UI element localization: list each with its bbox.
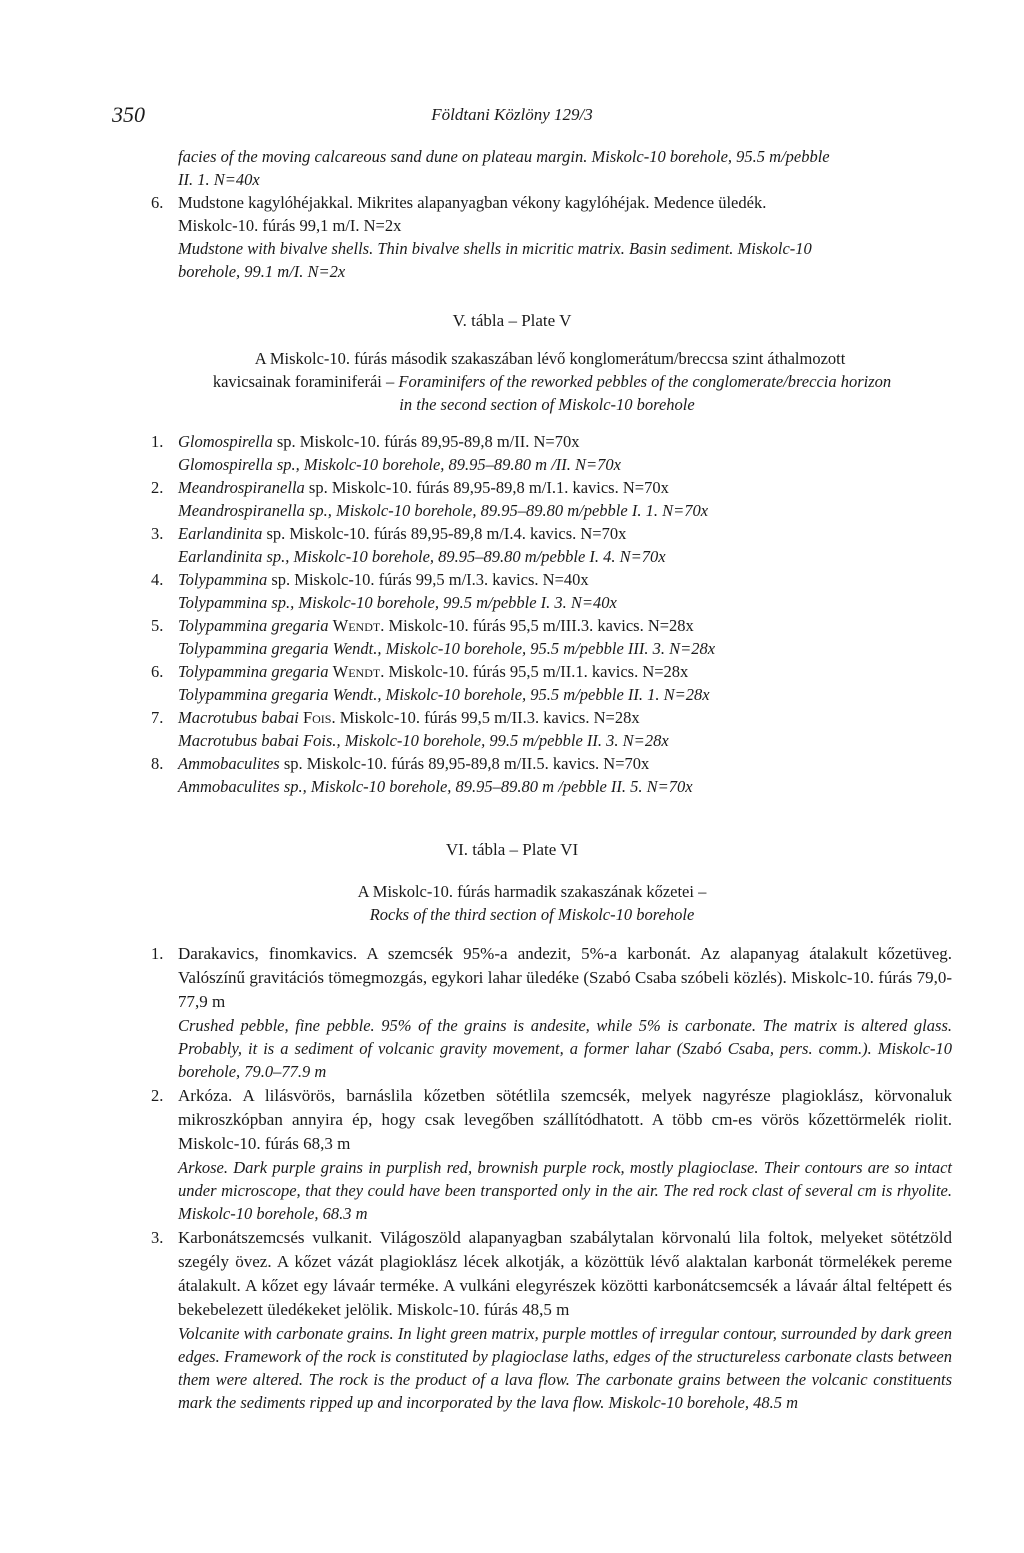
taxon-name-english: Meandrospiranella sp. [178, 501, 328, 520]
caption-english: Glomospirella sp., Miskolc-10 borehole, 89.95–89.80 m /II. N=70x [178, 455, 621, 474]
caption-location: Miskolc-10. fúrás 95,5 m/III.3. kavics. N=28x [388, 616, 694, 635]
caption-item [0, 191, 1024, 283]
caption-location: Miskolc-10. fúrás 89,95-89,8 m/II.5. kavics. N=70x [306, 754, 650, 773]
taxon-name: Tolypammina gregaria [178, 616, 329, 635]
taxon-name-english: Macrotubus babai Fois. [178, 731, 337, 750]
caption-english: Macrotubus babai Fois., Miskolc-10 borehole, 99.5 m/pebble II. 3. N=28x [178, 731, 669, 750]
caption-item [0, 660, 1024, 706]
taxon-name-english: Tolypammina sp. [178, 593, 291, 612]
page-number: 350 [112, 102, 145, 127]
taxon-name: Ammobaculites [178, 754, 280, 773]
taxon-name: Earlandinita [178, 524, 263, 543]
journal-title: Földtani Közlöny 129/3 [431, 105, 593, 124]
plate-description-hungarian: A Miskolc-10. fúrás harmadik szakaszának kőzetei – [357, 882, 707, 901]
plate-description [0, 347, 1024, 370]
taxon-author: Fois. [302, 708, 336, 727]
plate-description-hungarian: A Miskolc-10. fúrás második szakaszában lévő konglomerátum/breccsa szint áthalmozott [254, 349, 846, 368]
taxon-author: sp. [276, 432, 296, 451]
item-number: 6. [151, 662, 164, 681]
caption-location-english: Miskolc-10 borehole, 89.95–89.80 m/pebble I. 4. N=70x [293, 547, 666, 566]
taxon-name: Macrotubus babai [178, 708, 299, 727]
caption-item [0, 476, 1024, 522]
caption-location-english: Miskolc-10 borehole, 89.95–89.80 m /II. N=70x [303, 455, 621, 474]
caption-hungarian [178, 476, 952, 499]
taxon-name: Tolypammina [178, 570, 268, 589]
item-number: 1. [151, 432, 164, 451]
page-header [0, 102, 1024, 132]
taxon-name-english: Ammobaculites sp. [178, 777, 303, 796]
plate-caption-list [0, 430, 1024, 798]
caption-location: Miskolc-10. fúrás 99,5 m/II.3. kavics. N=28x [339, 708, 640, 727]
caption-english: Mudstone with bivalve shells. Thin bivalve shells in micritic matrix. Basin sediment. Miskolc-10 [178, 239, 812, 258]
caption-location: Miskolc-10. fúrás 89,95-89,8 m/II. N=70x [299, 432, 580, 451]
caption-location: Miskolc-10. fúrás 89,95-89,8 m/I.4. kavics. N=70x [289, 524, 627, 543]
caption-item [0, 522, 1024, 568]
plate-description-english: Rocks of the third section of Miskolc-10 borehole [369, 905, 695, 924]
caption-item [0, 568, 1024, 614]
plate-title: VI. tábla – Plate VI [445, 840, 579, 859]
taxon-author: Wendt. [332, 616, 385, 635]
caption-hungarian [178, 522, 952, 545]
caption-location-english: Miskolc-10 borehole, 89.95–89.80 m/pebble I. 1. N=70x [335, 501, 709, 520]
caption-hungarian [178, 430, 952, 453]
caption-hungarian [178, 568, 952, 591]
item-number: 7. [151, 708, 164, 727]
caption-location-english: Miskolc-10 borehole, 99.5 m/pebble I. 3. N=40x [298, 593, 617, 612]
item-number: 3. [151, 1228, 164, 1247]
caption-english: Volcanite with carbonate grains. In light green matrix, purple mottles of irregular contour, surrounded by dark green edges. Framework of the rock is constituted by plagioclase laths, edges of the structureless carbonate clasts between them were altered. The rock is the product of a lava flow. The carbonate grains between the volcanic constituents mark the sediments ripped up and incorporated by the lava flow. Miskolc-10 borehole, 48.5 m [178, 1324, 952, 1412]
taxon-author: sp. [271, 570, 291, 589]
taxon-author: Wendt. [332, 662, 385, 681]
taxon-author: sp. [308, 478, 328, 497]
plate-caption-list [0, 942, 1024, 1414]
item-number: 4. [151, 570, 164, 589]
caption-location-english: Miskolc-10 borehole, 95.5 m/pebble III. 3. N=28x [385, 639, 716, 658]
taxon-name-english: Tolypammina gregaria Wendt. [178, 639, 378, 658]
caption-english: Arkose. Dark purple grains in purplish red, brownish purple rock, mostly plagioclase. Their contours are so intact under microscope, that they could have been transported only in the air. The red rock clast of several cm is rhyolite. Miskolc-10 borehole, 68.3 m [178, 1158, 952, 1223]
caption-hungarian [178, 614, 952, 637]
caption-english: Tolypammina gregaria Wendt., Miskolc-10 borehole, 95.5 m/pebble II. 1. N=28x [178, 685, 710, 704]
caption-english: Earlandinita sp., Miskolc-10 borehole, 89.95–89.80 m/pebble I. 4. N=70x [178, 547, 666, 566]
plate-description-hungarian: kavicsainak foraminiferái – [212, 372, 395, 391]
page-content [0, 145, 1024, 1415]
taxon-name-english: Glomospirella sp. [178, 455, 296, 474]
caption-english: Tolypammina sp., Miskolc-10 borehole, 99.5 m/pebble I. 3. N=40x [178, 593, 617, 612]
caption-hungarian: Karbonátszemcsés vulkanit. Világoszöld alapanyagban szabálytalan körvonalú lila foltok, melyeket sötétzöld szegély övez. A kőzet vázát plagioklász lécek alkotják, a közöttük lévő alaktalan karbonát törmelékek pereme átalakult. A kőzet egy lávaár terméke. A vulkáni elegyrészek közötti karbonátcsemcsék a lávaár által feltépett és bekebelezett üledékeket jelölik. Miskolc-10. fúrás 48,5 m [178, 1228, 952, 1319]
taxon-name-english: Tolypammina gregaria Wendt. [178, 685, 378, 704]
item-number: 3. [151, 524, 164, 543]
caption-item [0, 430, 1024, 476]
item-number: 2. [151, 478, 164, 497]
caption-english: borehole, 99.1 m/I. N=2x [178, 262, 346, 281]
caption-english: Tolypammina gregaria Wendt., Miskolc-10 borehole, 95.5 m/pebble III. 3. N=28x [178, 639, 716, 658]
taxon-author: sp. [266, 524, 286, 543]
taxon-name: Glomospirella [178, 432, 273, 451]
taxon-name-english: Earlandinita sp. [178, 547, 286, 566]
plate-title: V. tábla – Plate V [452, 311, 572, 330]
continuation-line: facies of the moving calcareous sand dune on plateau margin. Miskolc-10 borehole, 95.5 m/pebble [178, 147, 830, 166]
caption-item [0, 706, 1024, 752]
caption-hungarian: Arkóza. A lilásvörös, barnáslila kőzetben sötétlila szemcsék, melyek nagyrésze plagioklász, körvonaluk mikroszkópban annyira ép, hogy csak levegőben szállítódhatott. A több cm-es vörös kőzettörmelék riolit. Miskolc-10. fúrás 68,3 m [178, 1086, 952, 1153]
item-number: 8. [151, 754, 164, 773]
continuation-line: II. 1. N=40x [178, 170, 260, 189]
item-number: 5. [151, 616, 164, 635]
item-number: 2. [151, 1086, 164, 1105]
taxon-author: sp. [283, 754, 303, 773]
caption-item [0, 1084, 1024, 1225]
caption-location: Miskolc-10. fúrás 95,5 m/II.1. kavics. N=28x [388, 662, 689, 681]
item-number: 1. [151, 944, 164, 963]
caption-location-english: Miskolc-10 borehole, 95.5 m/pebble II. 1. N=28x [385, 685, 710, 704]
caption-hungarian [178, 752, 952, 775]
caption-hungarian: Darakavics, finomkavics. A szemcsék 95%-a andezit, 5%-a karbonát. Az alapanyag átalakult kőzetüveg. Valószínű gravitációs tömegmozgás, egykori lahar üledéke (Szabó Csaba szóbeli közlés). Miskolc-10. fúrás 79,0-77,9 m [178, 944, 952, 1011]
caption-location: Miskolc-10. fúrás 89,95-89,8 m/I.1. kavics. N=70x [331, 478, 669, 497]
taxon-name: Meandrospiranella [178, 478, 305, 497]
caption-hungarian [178, 660, 952, 683]
item-number: 6. [151, 193, 164, 212]
caption-english: Ammobaculites sp., Miskolc-10 borehole, 89.95–89.80 m /pebble II. 5. N=70x [178, 777, 693, 796]
caption-item [0, 1226, 1024, 1414]
plate-description-english: Foraminifers of the reworked pebbles of the conglomerate/breccia horizon [398, 372, 892, 391]
caption-hungarian [178, 706, 952, 729]
caption-english: Crushed pebble, fine pebble. 95% of the grains is andesite, while 5% is carbonate. The matrix is altered glass. Probably, it is a sediment of volcanic gravity movement, a former lahar (Szabó Csaba, pers. comm.). Miskolc-10 borehole, 79.0–77.9 m [178, 1016, 952, 1081]
caption-location-english: Miskolc-10 borehole, 89.95–89.80 m /pebble II. 5. N=70x [310, 777, 693, 796]
caption-item [0, 942, 1024, 1083]
caption-hungarian: Mudstone kagylóhéjakkal. Mikrites alapanyagban vékony kagylóhéjak. Medence üledék. [178, 193, 767, 212]
caption-item [0, 752, 1024, 798]
caption-location: Miskolc-10. fúrás 99,5 m/I.3. kavics. N=40x [294, 570, 589, 589]
taxon-name: Tolypammina gregaria [178, 662, 329, 681]
caption-english: Meandrospiranella sp., Miskolc-10 borehole, 89.95–89.80 m/pebble I. 1. N=70x [178, 501, 709, 520]
caption-item [0, 614, 1024, 660]
caption-hungarian: Miskolc-10. fúrás 99,1 m/I. N=2x [178, 216, 402, 235]
caption-location-english: Miskolc-10 borehole, 99.5 m/pebble II. 3. N=28x [344, 731, 669, 750]
plate-description-english: in the second section of Miskolc-10 borehole [399, 395, 695, 414]
